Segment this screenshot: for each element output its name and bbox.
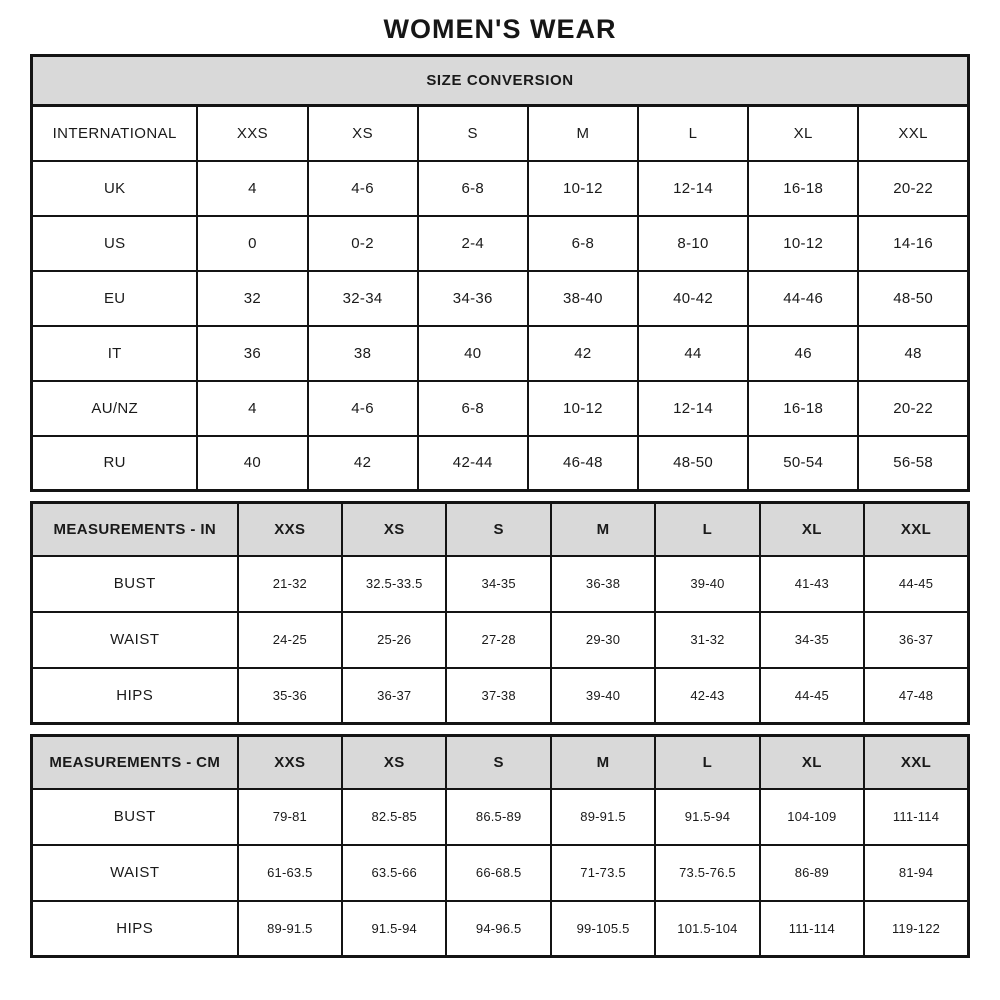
value-cell: 111-114 <box>760 901 864 957</box>
size-column-header: XXL <box>864 503 968 556</box>
value-cell: 36 <box>197 326 307 381</box>
value-cell: 48-50 <box>858 271 968 326</box>
size-column-header: XXS <box>238 503 342 556</box>
size-column-header: XXS <box>197 106 307 161</box>
value-cell: 86.5-89 <box>446 789 550 845</box>
table-row <box>32 381 969 436</box>
size-column-header: XXL <box>858 106 968 161</box>
value-cell: 44-46 <box>748 271 858 326</box>
size-column-header: XXL <box>864 736 968 789</box>
value-cell: 42-43 <box>655 668 759 724</box>
value-cell: 38-40 <box>528 271 638 326</box>
value-cell: 50-54 <box>748 436 858 491</box>
value-cell: 16-18 <box>748 381 858 436</box>
value-cell: 42-44 <box>418 436 528 491</box>
table-row <box>32 901 969 957</box>
row-label: UK <box>32 161 198 216</box>
value-cell: 42 <box>528 326 638 381</box>
value-cell: 63.5-66 <box>342 845 446 901</box>
table-row <box>32 271 969 326</box>
size-column-header: M <box>528 106 638 161</box>
value-cell: 16-18 <box>748 161 858 216</box>
value-cell: 86-89 <box>760 845 864 901</box>
row-label: BUST <box>32 789 238 845</box>
value-cell: 20-22 <box>858 381 968 436</box>
measurements-cm-header-row <box>32 736 969 789</box>
value-cell: 81-94 <box>864 845 968 901</box>
value-cell: 32.5-33.5 <box>342 556 446 612</box>
row-label: US <box>32 216 198 271</box>
table-row <box>32 612 969 668</box>
row-label: RU <box>32 436 198 491</box>
value-cell: 14-16 <box>858 216 968 271</box>
size-column-header: XL <box>760 503 864 556</box>
size-column-header: S <box>418 106 528 161</box>
table-row <box>32 556 969 612</box>
size-conversion-banner-row <box>32 56 969 106</box>
value-cell: 46 <box>748 326 858 381</box>
value-cell: 104-109 <box>760 789 864 845</box>
value-cell: 42 <box>308 436 418 491</box>
size-column-header: XL <box>748 106 858 161</box>
value-cell: 27-28 <box>446 612 550 668</box>
measurements-cm-head <box>32 736 969 789</box>
measurements-in-table <box>30 501 970 725</box>
row-label: WAIST <box>32 845 238 901</box>
page-title: WOMEN'S WEAR <box>383 14 617 44</box>
value-cell: 24-25 <box>238 612 342 668</box>
value-cell: 66-68.5 <box>446 845 550 901</box>
value-cell: 12-14 <box>638 161 748 216</box>
size-column-header: S <box>446 736 550 789</box>
size-conversion-column-header-row <box>32 106 969 161</box>
value-cell: 4 <box>197 381 307 436</box>
value-cell: 44-45 <box>864 556 968 612</box>
value-cell: 40 <box>418 326 528 381</box>
value-cell: 48-50 <box>638 436 748 491</box>
value-cell: 10-12 <box>528 381 638 436</box>
size-column-header: L <box>655 503 759 556</box>
value-cell: 111-114 <box>864 789 968 845</box>
measurements-cm-body <box>32 789 969 957</box>
table-row <box>32 326 969 381</box>
value-cell: 25-26 <box>342 612 446 668</box>
table-corner-header: INTERNATIONAL <box>32 106 198 161</box>
size-column-header: L <box>655 736 759 789</box>
value-cell: 29-30 <box>551 612 655 668</box>
row-label: EU <box>32 271 198 326</box>
size-conversion-head <box>32 56 969 161</box>
value-cell: 6-8 <box>528 216 638 271</box>
value-cell: 34-36 <box>418 271 528 326</box>
table-row <box>32 668 969 724</box>
value-cell: 36-37 <box>342 668 446 724</box>
value-cell: 35-36 <box>238 668 342 724</box>
size-conversion-body <box>32 161 969 491</box>
value-cell: 6-8 <box>418 381 528 436</box>
size-column-header: XS <box>308 106 418 161</box>
measurements-in-header-row <box>32 503 969 556</box>
value-cell: 91.5-94 <box>342 901 446 957</box>
value-cell: 44 <box>638 326 748 381</box>
value-cell: 94-96.5 <box>446 901 550 957</box>
row-label: WAIST <box>32 612 238 668</box>
value-cell: 10-12 <box>528 161 638 216</box>
value-cell: 12-14 <box>638 381 748 436</box>
value-cell: 34-35 <box>760 612 864 668</box>
value-cell: 34-35 <box>446 556 550 612</box>
value-cell: 39-40 <box>551 668 655 724</box>
table-row <box>32 436 969 491</box>
table-row <box>32 845 969 901</box>
value-cell: 101.5-104 <box>655 901 759 957</box>
value-cell: 44-45 <box>760 668 864 724</box>
value-cell: 10-12 <box>748 216 858 271</box>
value-cell: 38 <box>308 326 418 381</box>
value-cell: 37-38 <box>446 668 550 724</box>
size-conversion-banner: SIZE CONVERSION <box>32 56 969 106</box>
value-cell: 4-6 <box>308 161 418 216</box>
row-label: HIPS <box>32 668 238 724</box>
value-cell: 0-2 <box>308 216 418 271</box>
size-column-header: M <box>551 503 655 556</box>
value-cell: 8-10 <box>638 216 748 271</box>
value-cell: 46-48 <box>528 436 638 491</box>
value-cell: 4 <box>197 161 307 216</box>
value-cell: 79-81 <box>238 789 342 845</box>
value-cell: 61-63.5 <box>238 845 342 901</box>
row-label: BUST <box>32 556 238 612</box>
table-row <box>32 789 969 845</box>
table-row <box>32 216 969 271</box>
value-cell: 40-42 <box>638 271 748 326</box>
value-cell: 36-38 <box>551 556 655 612</box>
size-column-header: M <box>551 736 655 789</box>
measurements-cm-table <box>30 734 970 958</box>
size-column-header: S <box>446 503 550 556</box>
measurements-in-head <box>32 503 969 556</box>
size-column-header: XS <box>342 736 446 789</box>
value-cell: 2-4 <box>418 216 528 271</box>
value-cell: 89-91.5 <box>238 901 342 957</box>
value-cell: 82.5-85 <box>342 789 446 845</box>
measurements-in-body <box>32 556 969 724</box>
table-corner-header: MEASUREMENTS - CM <box>32 736 238 789</box>
value-cell: 71-73.5 <box>551 845 655 901</box>
size-column-header: XXS <box>238 736 342 789</box>
value-cell: 48 <box>858 326 968 381</box>
size-column-header: XL <box>760 736 864 789</box>
value-cell: 91.5-94 <box>655 789 759 845</box>
value-cell: 4-6 <box>308 381 418 436</box>
value-cell: 0 <box>197 216 307 271</box>
table-row <box>32 161 969 216</box>
value-cell: 99-105.5 <box>551 901 655 957</box>
value-cell: 20-22 <box>858 161 968 216</box>
value-cell: 73.5-76.5 <box>655 845 759 901</box>
value-cell: 21-32 <box>238 556 342 612</box>
value-cell: 89-91.5 <box>551 789 655 845</box>
value-cell: 39-40 <box>655 556 759 612</box>
value-cell: 36-37 <box>864 612 968 668</box>
row-label: HIPS <box>32 901 238 957</box>
table-corner-header: MEASUREMENTS - IN <box>32 503 238 556</box>
size-column-header: XS <box>342 503 446 556</box>
value-cell: 47-48 <box>864 668 968 724</box>
row-label: IT <box>32 326 198 381</box>
value-cell: 119-122 <box>864 901 968 957</box>
value-cell: 6-8 <box>418 161 528 216</box>
value-cell: 32-34 <box>308 271 418 326</box>
row-label: AU/NZ <box>32 381 198 436</box>
value-cell: 31-32 <box>655 612 759 668</box>
value-cell: 41-43 <box>760 556 864 612</box>
size-column-header: L <box>638 106 748 161</box>
value-cell: 56-58 <box>858 436 968 491</box>
value-cell: 32 <box>197 271 307 326</box>
size-conversion-table <box>30 54 970 492</box>
value-cell: 40 <box>197 436 307 491</box>
